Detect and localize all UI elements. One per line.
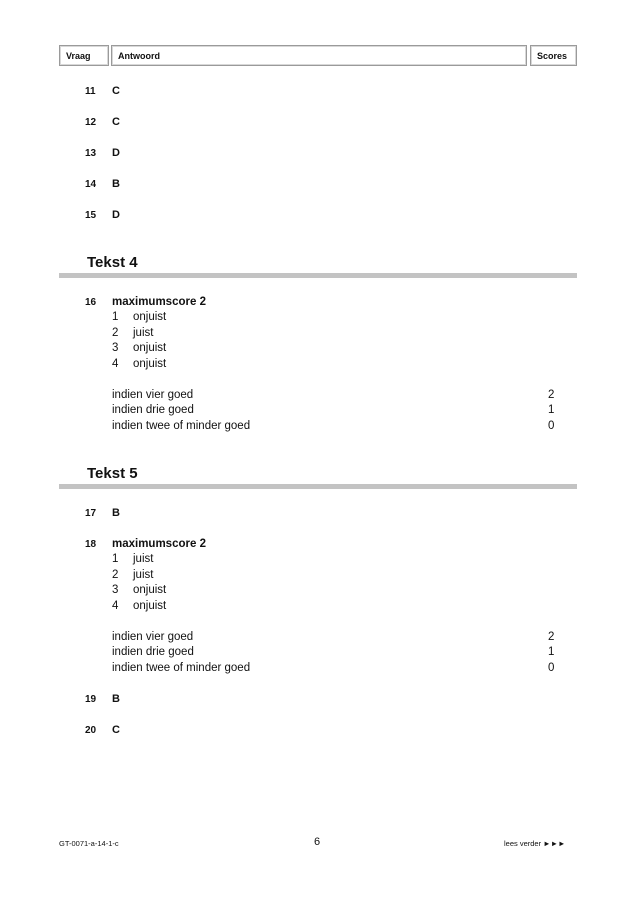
scoring-label: indien twee of minder goed [112, 662, 251, 674]
answer-letter: B [112, 693, 120, 705]
item-number: 1 [112, 553, 119, 565]
answer-letter: D [112, 147, 120, 159]
question-number: 19 [85, 694, 97, 705]
scoring-label: indien vier goed [112, 631, 194, 643]
item-number: 4 [112, 358, 119, 370]
scoring-value: 1 [548, 646, 555, 658]
document-code: GT-0071-a-14-1-c [59, 839, 119, 848]
scoring-value: 0 [548, 662, 555, 674]
header-vraag: Vraag [59, 45, 109, 66]
scoring-label: indien twee of minder goed [112, 420, 251, 432]
page-number: 6 [314, 836, 321, 848]
section-divider [59, 484, 577, 489]
item-text: onjuist [133, 584, 167, 596]
header-scores: Scores [530, 45, 577, 66]
item-text: onjuist [133, 311, 167, 323]
item-number: 3 [112, 584, 119, 596]
question-number: 15 [85, 210, 97, 221]
item-text: onjuist [133, 358, 167, 370]
item-number: 2 [112, 327, 119, 339]
scoring-label: indien vier goed [112, 389, 194, 401]
continue-indicator: lees verder ►►► [504, 839, 566, 848]
max-score-title: maximumscore 2 [112, 538, 206, 550]
item-text: juist [133, 553, 154, 565]
scoring-value: 1 [548, 404, 555, 416]
scoring-value: 0 [548, 420, 555, 432]
max-score-title: maximumscore 2 [112, 296, 206, 308]
section-divider [59, 273, 577, 278]
scoring-value: 2 [548, 631, 555, 643]
item-number: 3 [112, 342, 119, 354]
answer-letter: C [112, 85, 120, 97]
answer-letter: B [112, 507, 120, 519]
answer-letter: C [112, 116, 120, 128]
item-text: onjuist [133, 342, 167, 354]
item-number: 2 [112, 569, 119, 581]
item-number: 4 [112, 600, 119, 612]
question-number: 14 [85, 179, 97, 190]
question-number: 11 [85, 86, 96, 97]
item-text: juist [133, 327, 154, 339]
question-number: 13 [85, 148, 97, 159]
item-text: onjuist [133, 600, 167, 612]
scoring-label: indien drie goed [112, 404, 194, 416]
answer-letter: D [112, 209, 120, 221]
section-title-tekst-4: Tekst 4 [87, 254, 138, 271]
question-number: 16 [85, 297, 97, 308]
section-title-tekst-5: Tekst 5 [87, 465, 138, 482]
question-number: 12 [85, 117, 97, 128]
header-antwoord: Antwoord [111, 45, 527, 66]
question-number: 20 [85, 725, 97, 736]
question-number: 18 [85, 539, 97, 550]
question-number: 17 [85, 508, 97, 519]
scoring-value: 2 [548, 389, 555, 401]
item-number: 1 [112, 311, 119, 323]
item-text: juist [133, 569, 154, 581]
answer-letter: B [112, 178, 120, 190]
answer-letter: C [112, 724, 120, 736]
scoring-label: indien drie goed [112, 646, 194, 658]
